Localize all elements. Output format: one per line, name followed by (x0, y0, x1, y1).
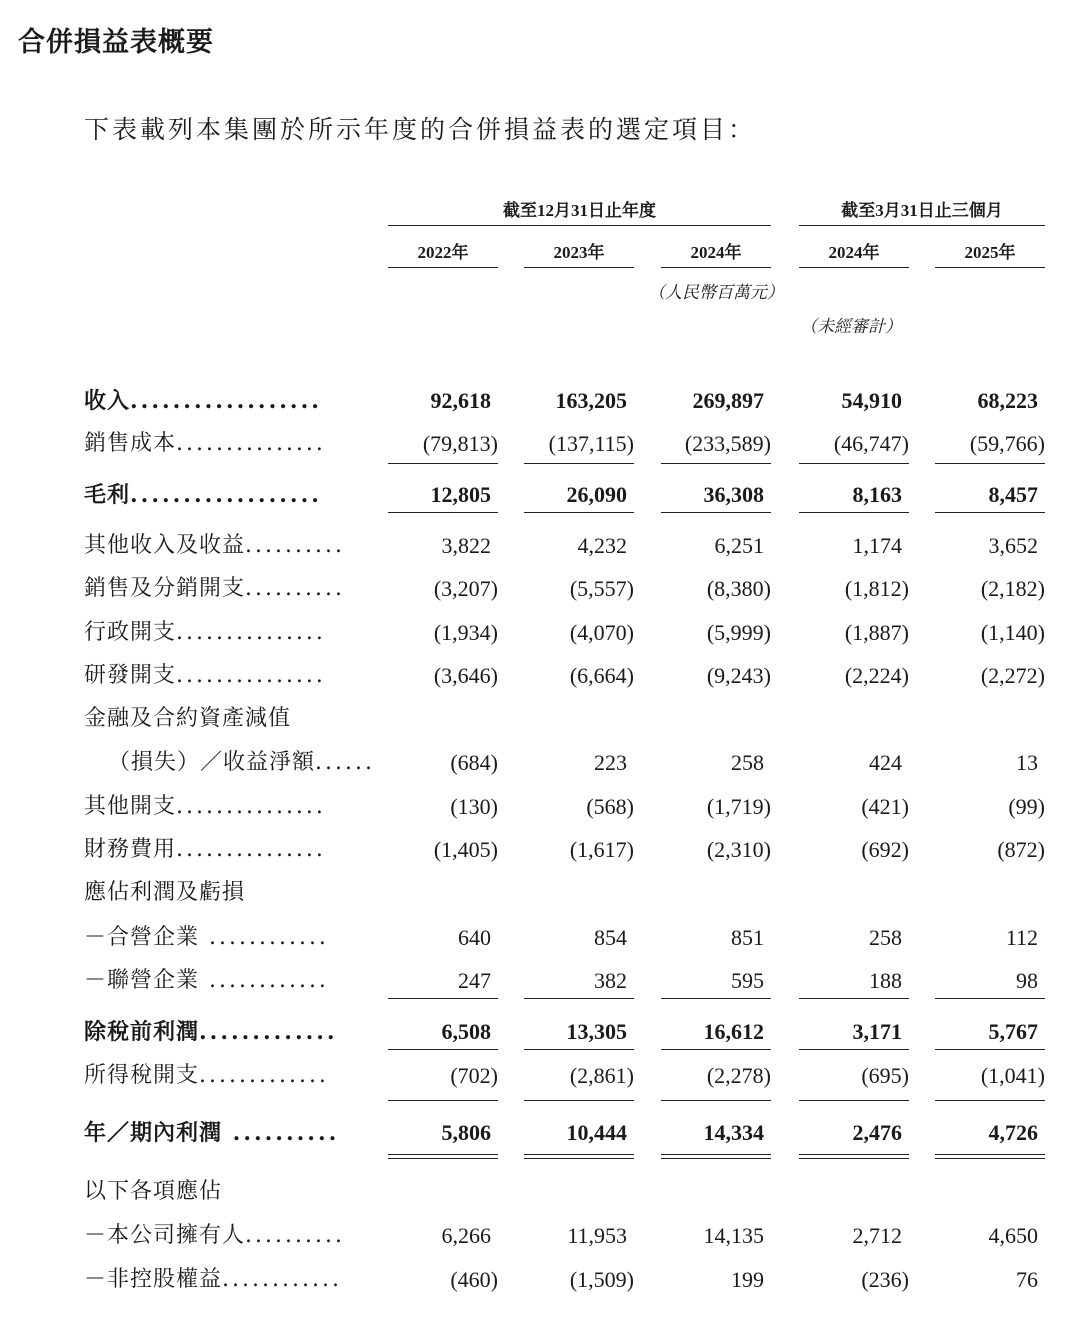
header-group-quarter: 截至3月31日止三個月 (799, 196, 1045, 226)
row-label (84, 1172, 356, 1212)
cell-value: 3,652 (988, 533, 1038, 558)
cell-value: (1,405) (433, 837, 498, 862)
leader-dots: .......... (245, 533, 345, 558)
subtotal-rule (935, 1100, 1045, 1101)
cell-value: (568) (586, 794, 634, 819)
cell-value: (1,887) (844, 620, 909, 645)
table-row (0, 873, 1080, 913)
cell-value: 223 (594, 750, 627, 775)
row-label-text: 以下各項應佔 (84, 1179, 223, 1204)
cell-value: 112 (1005, 925, 1038, 950)
intro-text: 下表載列本集團於所示年度的合併損益表的選定項目： (84, 115, 757, 144)
table-row (0, 830, 1080, 870)
subtotal-rule (935, 463, 1045, 464)
cell-value: 68,223 (977, 388, 1038, 413)
cell-value: (1,617) (569, 837, 634, 862)
row-label (84, 613, 356, 653)
row-label (84, 656, 356, 696)
cell-value: (2,224) (844, 663, 909, 688)
cell-value: 382 (594, 968, 627, 993)
row-label-text: 行政開支 (84, 620, 177, 645)
cell-value: (1,934) (433, 620, 498, 645)
cell-value: 13,305 (566, 1019, 627, 1044)
cell-value: (99) (1008, 794, 1045, 819)
cell-value: 8,457 (988, 482, 1038, 507)
cell-value: (1,140) (980, 620, 1045, 645)
cell-value: 14,135 (703, 1223, 764, 1248)
table-row (0, 961, 1080, 1001)
subtotal-rule (661, 463, 771, 464)
table-row (0, 699, 1080, 739)
leader-dots: ...... (315, 750, 375, 775)
cell-value: 36,308 (703, 482, 764, 507)
cell-value: 4,650 (988, 1223, 1038, 1248)
cell-value: 3,171 (852, 1019, 902, 1044)
cell-value: (5,557) (569, 576, 634, 601)
header-year-col5: 2025年 (935, 238, 1045, 268)
table-row (0, 475, 1080, 515)
cell-value: 12,805 (430, 482, 491, 507)
cell-value: 851 (731, 925, 764, 950)
table-row (0, 424, 1080, 464)
subtotal-rule (661, 1049, 771, 1050)
cell-value: (872) (997, 837, 1045, 862)
cell-value (524, 699, 634, 739)
cell-value: (46,747) (833, 431, 909, 456)
subtotal-rule (799, 998, 909, 999)
cell-value: 854 (594, 925, 627, 950)
cell-value: (236) (861, 1267, 909, 1292)
row-label-text: 收入 (84, 388, 131, 414)
page-title: 合併損益表概要 (18, 27, 214, 58)
cell-value (388, 1172, 498, 1212)
table-row (0, 1012, 1080, 1052)
total-double-rule (935, 1154, 1045, 1159)
table-row (0, 1113, 1080, 1153)
row-label (84, 961, 356, 1001)
row-label (84, 1260, 356, 1300)
cell-value: 2,712 (852, 1223, 902, 1248)
subtotal-rule (524, 1049, 634, 1050)
leader-dots: .......... (245, 1223, 345, 1248)
table-row (0, 1172, 1080, 1212)
header-year-col4: 2024年 (799, 238, 909, 268)
cell-value: 258 (869, 925, 902, 950)
row-label (84, 787, 356, 827)
cell-value: 5,806 (441, 1120, 491, 1145)
cell-value: 424 (869, 750, 902, 775)
cell-value: (6,664) (569, 663, 634, 688)
cell-value: 269,897 (692, 388, 764, 413)
table-row (0, 1216, 1080, 1256)
cell-value (661, 1172, 771, 1212)
cell-value: 3,822 (441, 533, 491, 558)
cell-value: 4,232 (577, 533, 627, 558)
table-row (0, 1260, 1080, 1300)
row-label (84, 1056, 356, 1096)
cell-value: 8,163 (852, 482, 902, 507)
row-label-text: 其他開支 (84, 794, 177, 819)
subtotal-rule (935, 998, 1045, 999)
row-label-text: －本公司擁有人 (84, 1223, 246, 1248)
leader-dots: .......... (222, 1120, 340, 1146)
row-label-text: 除稅前利潤 (84, 1019, 200, 1045)
subtotal-rule (388, 1100, 498, 1101)
cell-value (935, 873, 1045, 913)
cell-value: 13 (1016, 750, 1038, 775)
row-label-text: 所得稅開支 (84, 1063, 200, 1088)
total-double-rule (661, 1154, 771, 1159)
cell-value (935, 699, 1045, 739)
header-year-col1: 2022年 (388, 238, 498, 268)
header-group-annual: 截至12月31日止年度 (388, 196, 771, 226)
total-double-rule (524, 1154, 634, 1159)
subtotal-rule (388, 1049, 498, 1050)
row-label (84, 699, 356, 739)
cell-value: (79,813) (422, 431, 498, 456)
leader-dots: ............... (176, 794, 326, 819)
cell-value: 6,508 (441, 1019, 491, 1044)
table-row (0, 743, 1080, 783)
leader-dots: ............... (176, 620, 326, 645)
unaudited-note: （未經審計） (800, 317, 902, 336)
cell-value: 16,612 (703, 1019, 764, 1044)
row-label (84, 873, 356, 913)
leader-dots: .......... (245, 576, 345, 601)
cell-value (661, 873, 771, 913)
subtotal-rule (524, 1100, 634, 1101)
row-label-text: －非控股權益 (84, 1267, 223, 1292)
subtotal-rule (524, 512, 634, 513)
row-label (84, 526, 356, 566)
subtotal-rule (388, 998, 498, 999)
cell-value: (2,278) (706, 1063, 771, 1088)
leader-dots: ............. (199, 1063, 329, 1088)
leader-dots: ............... (176, 431, 326, 456)
cell-value: (2,182) (980, 576, 1045, 601)
subtotal-rule (799, 512, 909, 513)
cell-value: (695) (861, 1063, 909, 1088)
cell-value: 14,334 (703, 1120, 764, 1145)
cell-value (661, 699, 771, 739)
row-label-text: 其他收入及收益 (84, 533, 246, 558)
row-label (108, 743, 375, 783)
table-row (0, 787, 1080, 827)
row-label (84, 830, 356, 870)
row-label-text: 應佔利潤及虧損 (84, 880, 246, 905)
subtotal-rule (388, 512, 498, 513)
cell-value (935, 1172, 1045, 1212)
row-label (84, 424, 356, 464)
cell-value: (2,310) (706, 837, 771, 862)
leader-dots: .................. (130, 482, 322, 508)
row-label-text: －聯營企業 (84, 968, 200, 993)
subtotal-rule (661, 1100, 771, 1101)
table-row (0, 381, 1080, 421)
cell-value: (684) (450, 750, 498, 775)
cell-value (799, 873, 909, 913)
cell-value: (4,070) (569, 620, 634, 645)
cell-value: 640 (458, 925, 491, 950)
cell-value: 76 (1016, 1267, 1038, 1292)
cell-value: (233,589) (684, 431, 771, 456)
cell-value: (1,041) (980, 1063, 1045, 1088)
row-label (84, 918, 356, 958)
cell-value: 92,618 (430, 388, 491, 413)
subtotal-rule (524, 463, 634, 464)
cell-value: 6,251 (714, 533, 764, 558)
cell-value: (1,812) (844, 576, 909, 601)
row-label (84, 1012, 356, 1052)
row-label (84, 381, 356, 421)
cell-value: (9,243) (706, 663, 771, 688)
subtotal-rule (524, 998, 634, 999)
subtotal-rule (935, 1049, 1045, 1050)
leader-dots: ............ (199, 925, 329, 950)
row-label (84, 1113, 356, 1153)
cell-value: 2,476 (852, 1120, 902, 1145)
row-label-text: 財務費用 (84, 837, 177, 862)
leader-dots: ............... (176, 663, 326, 688)
cell-value: (1,509) (569, 1267, 634, 1292)
cell-value: 98 (1016, 968, 1038, 993)
leader-dots: ............... (176, 837, 326, 862)
cell-value: (421) (861, 794, 909, 819)
row-label-text: 研發開支 (84, 663, 177, 688)
cell-value: (3,646) (433, 663, 498, 688)
cell-value (799, 699, 909, 739)
row-label-text: （損失）／收益淨額 (108, 750, 316, 775)
row-label-text: －合營企業 (84, 925, 200, 950)
row-label (84, 475, 356, 515)
cell-value: (692) (861, 837, 909, 862)
cell-value: 595 (731, 968, 764, 993)
subtotal-rule (799, 1049, 909, 1050)
cell-value (524, 1172, 634, 1212)
cell-value (524, 873, 634, 913)
table-row (0, 526, 1080, 566)
subtotal-rule (661, 512, 771, 513)
row-label (84, 1216, 356, 1256)
cell-value: 199 (731, 1267, 764, 1292)
row-label (84, 569, 356, 609)
table-row (0, 656, 1080, 696)
cell-value: (3,207) (433, 576, 498, 601)
cell-value: (2,861) (569, 1063, 634, 1088)
cell-value: (8,380) (706, 576, 771, 601)
cell-value: (702) (450, 1063, 498, 1088)
cell-value: (2,272) (980, 663, 1045, 688)
cell-value: 4,726 (988, 1120, 1038, 1145)
table-row (0, 613, 1080, 653)
header-year-col3: 2024年 (661, 238, 771, 268)
leader-dots: .................. (130, 388, 322, 414)
leader-dots: ............ (199, 968, 329, 993)
cell-value: (460) (450, 1267, 498, 1292)
cell-value: 1,174 (852, 533, 902, 558)
cell-value: 188 (869, 968, 902, 993)
cell-value: 163,205 (555, 388, 627, 413)
leader-dots: ............ (222, 1267, 342, 1292)
subtotal-rule (935, 512, 1045, 513)
cell-value: 247 (458, 968, 491, 993)
table-row (0, 569, 1080, 609)
row-label-text: 年／期內利潤 (84, 1120, 223, 1146)
header-year-col2: 2023年 (524, 238, 634, 268)
table-row (0, 1056, 1080, 1096)
subtotal-rule (388, 463, 498, 464)
total-double-rule (388, 1154, 498, 1159)
row-label-text: 銷售及分銷開支 (84, 576, 246, 601)
cell-value (799, 1172, 909, 1212)
row-label-text: 金融及合約資產減值 (84, 706, 292, 731)
row-label-text: 毛利 (84, 482, 131, 508)
cell-value: (137,115) (548, 431, 634, 456)
unit-note: （人民幣百萬元） (648, 283, 784, 302)
cell-value: 26,090 (566, 482, 627, 507)
cell-value: 5,767 (988, 1019, 1038, 1044)
subtotal-rule (799, 463, 909, 464)
subtotal-rule (661, 998, 771, 999)
cell-value: 258 (731, 750, 764, 775)
total-double-rule (799, 1154, 909, 1159)
cell-value: (5,999) (706, 620, 771, 645)
cell-value: (130) (450, 794, 498, 819)
cell-value: (59,766) (969, 431, 1045, 456)
cell-value: 6,266 (441, 1223, 491, 1248)
cell-value (388, 873, 498, 913)
subtotal-rule (799, 1100, 909, 1101)
row-label-text: 銷售成本 (84, 431, 177, 456)
cell-value: 11,953 (567, 1223, 627, 1248)
table-row (0, 918, 1080, 958)
cell-value: 10,444 (566, 1120, 627, 1145)
cell-value: 54,910 (841, 388, 902, 413)
cell-value (388, 699, 498, 739)
cell-value: (1,719) (706, 794, 771, 819)
leader-dots: ............. (199, 1019, 338, 1045)
